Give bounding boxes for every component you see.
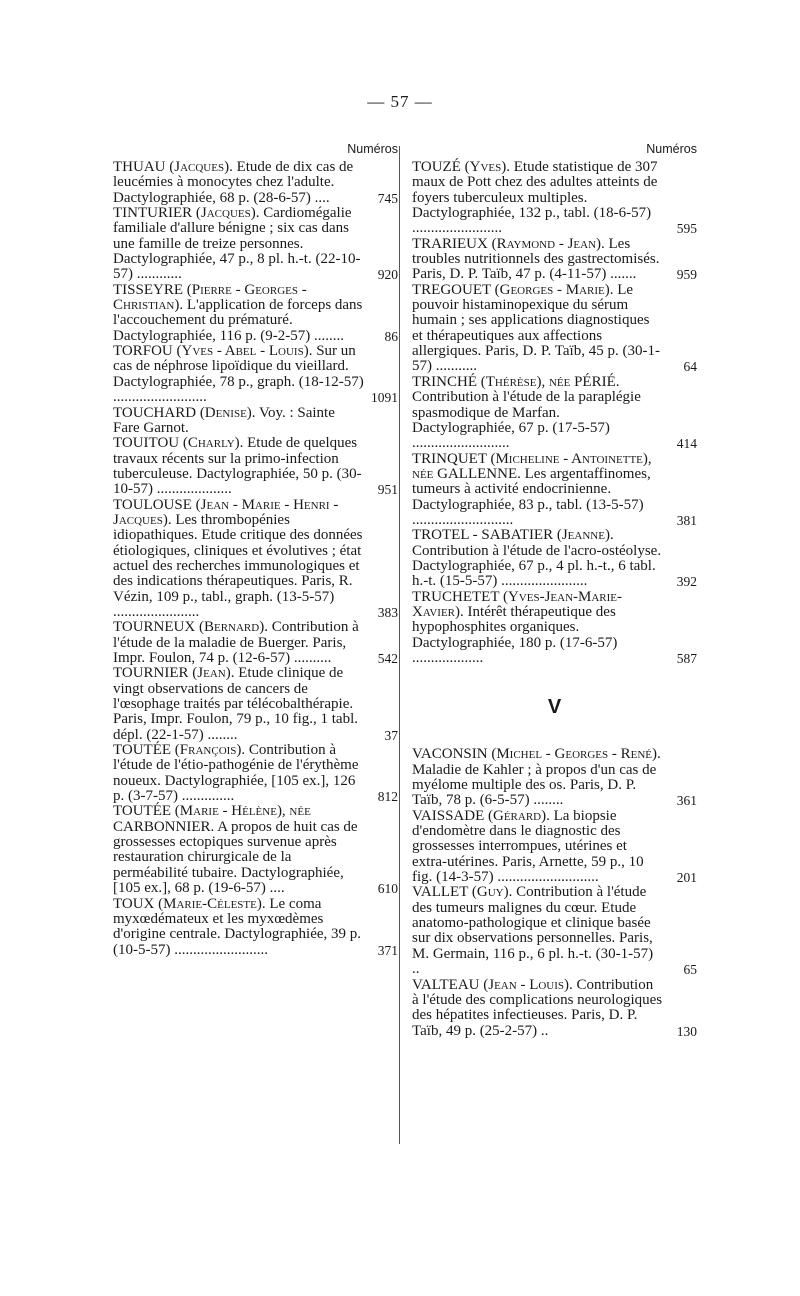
- left-column: [113, 140, 398, 958]
- author-name: TRINCHÉ (Thérèse), née PÉRIÉ.: [412, 373, 620, 390]
- numeros-header: Numéros: [646, 142, 697, 156]
- bibliography-entry: [412, 160, 697, 237]
- entry-text: Contribution à l'étude de l'acro-ostéolyse. Dactylographiée, 67 p., 4 pl. h.-t., 6 tabl. h.-t. (15-5-57) .......................: [412, 542, 662, 590]
- right-column: [412, 140, 697, 1039]
- author-name: VALLET (Guy).: [412, 884, 513, 901]
- entry-text: Maladie de Kahler ; à propos d'un cas de myélome multiple des os. Paris, D. P. Taïb, 78 p. (6-5-57) ........: [412, 761, 657, 809]
- entry-text: Sur un cas de néphrose lipoïdique du vieillard. Dactylographiée, 78 p., graph. (18-12-57) .........................: [113, 343, 364, 406]
- numeros-header: Numéros: [347, 142, 398, 156]
- bibliography-entry: [113, 406, 398, 437]
- entry-text: Etude clinique de vingt observations de cancers de l'œsophage traités par télécobalthérapie. Paris, Impr. Foulon, 79 p., 10 fig., 1 tabl. dépl. (22-1-57) ........: [113, 665, 358, 743]
- author-name: TOUITOU (Charly).: [113, 435, 244, 452]
- author-name: TRINQUET (Micheline - Antoinette), née GALLENNE.: [412, 450, 652, 482]
- entry-text: Etude de dix cas de leucémies à monocytes chez l'adulte. Dactylographiée, 68 p. (28-6-57) ....: [113, 159, 354, 206]
- entry-number: 371: [377, 942, 398, 958]
- bibliography-entry: [412, 375, 697, 452]
- author-name: TOUX (Marie-Céleste).: [113, 895, 266, 912]
- author-name: TISSEYRE (Pierre - Georges - Christian).: [113, 281, 307, 314]
- author-name: TOURNEUX (Bernard).: [113, 619, 268, 636]
- bibliography-entry: [113, 498, 398, 621]
- bibliography-entry: [412, 283, 697, 375]
- author-name: VAISSADE (Gérard).: [412, 807, 550, 824]
- entry-text: Contribution à l'étude des complications neurologiques des hépatites infectieuses. Paris, D. P. Taïb, 49 p. (25-2-57) ..: [412, 976, 663, 1039]
- author-name: TRARIEUX (Raymond - Jean).: [412, 235, 605, 252]
- entry-list: [113, 160, 398, 958]
- bibliography-entry: [113, 206, 398, 283]
- author-name: TOULOUSE (Jean - Marie - Henri - Jacques).: [113, 496, 339, 528]
- entry-number: 361: [676, 793, 697, 809]
- bibliography-entry: [412, 885, 697, 977]
- bibliography-entry: [113, 897, 398, 958]
- entry-text: Voy. : Sainte Fare Garnot.: [113, 404, 335, 436]
- entry-text: L'application de forceps dans l'accouchement du prématuré. Dactylographiée, 116 p. (9-2-57) ........: [113, 297, 363, 344]
- bibliography-entry: [113, 283, 398, 344]
- entry-number: 64: [683, 359, 697, 375]
- entry-number: 951: [377, 482, 398, 498]
- author-name: TOURNIER (Jean).: [113, 665, 235, 682]
- bibliography-entry: [113, 743, 398, 804]
- entry-number: 920: [377, 267, 398, 283]
- entry-text: Etude de quelques travaux récents sur la primo-infection tuberculeuse. Dactylographiée, 50 p. (30-10-57) ....................: [113, 435, 362, 498]
- bibliography-entry: [412, 237, 697, 283]
- author-name: TRUCHETET (Yves-Jean-Marie-Xavier).: [412, 588, 623, 620]
- entry-number: 745: [377, 190, 398, 206]
- bibliography-entry: [412, 809, 697, 886]
- bibliography-entry: [113, 344, 398, 405]
- entry-number: 595: [676, 221, 697, 237]
- entry-number: 37: [384, 727, 398, 743]
- author-name: TOUTÉE (François).: [113, 742, 246, 759]
- entry-number: 201: [676, 870, 697, 886]
- entry-text: Le coma myxœdémateux et les myxœdèmes d'origine centrale. Dactylographiée, 39 p. (10-5-57) .........................: [113, 895, 362, 958]
- entry-number: 65: [683, 962, 697, 978]
- bibliography-entry: [113, 666, 398, 743]
- entry-text: Contribution à l'étude de la maladie de Buerger. Paris, Impr. Foulon, 74 p. (12-6-57) ..........: [113, 619, 359, 666]
- bibliography-entry: [113, 804, 398, 896]
- entry-text: Contribution à l'étude de la paraplégie spasmodique de Marfan. Dactylographiée, 67 p. (17-5-57) ..........................: [412, 389, 641, 452]
- column-divider: [399, 146, 400, 1144]
- author-name: TREGOUET (Georges - Marie).: [412, 281, 614, 298]
- bibliography-entry: [113, 620, 398, 666]
- author-name: THUAU (Jacques).: [113, 159, 233, 175]
- section-letter: V: [547, 696, 562, 719]
- author-name: TROTEL - SABATIER (Jeanne).: [412, 527, 614, 544]
- entry-list: [412, 160, 697, 666]
- entry-text: Contribution à l'étude de l'étio-pathogénie de l'érythème noueux. Dactylographiée, [105 ex.], 126 p. (3-7-57) ..............: [113, 742, 359, 805]
- entry-text: Intérêt thérapeutique des hypophosphites organiques. Dactylographiée, 180 p. (17-6-57) ...................: [412, 603, 618, 666]
- entry-number: 610: [377, 881, 398, 897]
- entry-text: Les thrombopénies idiopathiques. Etude critique des données étiologiques, cliniques et évolutives ; état actuel des recherches immunologiques et des indications thérapeutiques. Paris, R. Vézin, 109 p., tabl., graph. (13-5-57) .......................: [113, 511, 363, 620]
- entry-number: 812: [377, 789, 398, 805]
- entry-text: Les troubles nutritionnels des gastrectomisés. Paris, D. P. Taïb, 47 p. (4-11-57) .......: [412, 235, 660, 283]
- entry-number: 383: [377, 604, 398, 620]
- entry-number: 542: [377, 651, 398, 666]
- entry-text: Les argentaffinomes, tumeurs à activité endocrinienne. Dactylographiée, 83 p., tabl. (13-5-57) ...........................: [412, 465, 651, 528]
- entry-text: Etude statistique de 307 maux de Pott chez des adultes atteints de foyers tuberculeux multiples. Dactylographiée, 132 p., tabl. (18-6-57) ........................: [412, 159, 658, 237]
- author-name: TOUTÉE (Marie - Hélène), née CARBONNIER.: [113, 803, 311, 835]
- entry-number: 414: [676, 436, 697, 452]
- author-name: VALTEAU (Jean - Louis).: [412, 976, 573, 993]
- entry-number: 130: [676, 1023, 697, 1039]
- page-number: — 57 —: [367, 92, 433, 111]
- author-name: TINTURIER (Jacques).: [113, 205, 260, 222]
- entry-text: Cardiomégalie familiale d'allure bénigne ; six cas dans une famille de treize personnes. Dactylographiée, 47 p., 8 pl. h.-t. (22-10-57) ............: [113, 205, 361, 283]
- entry-text: La biopsie d'endomètre dans le diagnostic des grossesses interrompues, utérines et extra-utérines. Paris, Arnette, 59 p., 10 fig. (14-3-57) ...........................: [412, 807, 644, 886]
- bibliography-entry: [113, 436, 398, 497]
- entry-text: Contribution à l'étude des tumeurs malignes du cœur. Etude anatomo-pathologique et clinique basée sur dix observations personnelles. Paris, M. Germain, 116 p., 6 pl. h.-t. (30-1-57) ..: [412, 884, 654, 978]
- entry-text: A propos de huit cas de grossesses ectopiques survenue après restauration chirurgicale de la perméabilité tubaire. Dactylographiée, [105 ex.], 68 p. (19-6-57) ....: [113, 818, 358, 897]
- entry-number: 381: [676, 512, 697, 528]
- author-name: TOUZÉ (Yves).: [412, 159, 510, 175]
- bibliography-entry: [412, 978, 697, 1039]
- entry-number: 1091: [371, 390, 398, 406]
- entry-number: 86: [384, 328, 398, 344]
- author-name: VACONSIN (Michel - Georges - René).: [412, 746, 661, 763]
- entry-number: 959: [676, 267, 697, 283]
- bibliography-entry: [412, 747, 697, 808]
- author-name: TORFOU (Yves - Abel - Louis).: [113, 343, 313, 360]
- entry-number: 392: [676, 574, 697, 590]
- entry-text: Le pouvoir histaminopexique du sérum humain ; ses applications diagnostiques et thérapeutiques aux affections allergiques. Paris, D. P. Taïb, 45 p. (30-1-57) ...........: [412, 281, 660, 375]
- bibliography-entry: [412, 452, 697, 529]
- bibliography-entry: [113, 160, 398, 206]
- author-name: TOUCHARD (Denise).: [113, 404, 256, 421]
- entry-list: [412, 747, 697, 1039]
- entry-number: 587: [676, 651, 697, 666]
- bibliography-entry: [412, 528, 697, 589]
- bibliography-entry: [412, 590, 697, 667]
